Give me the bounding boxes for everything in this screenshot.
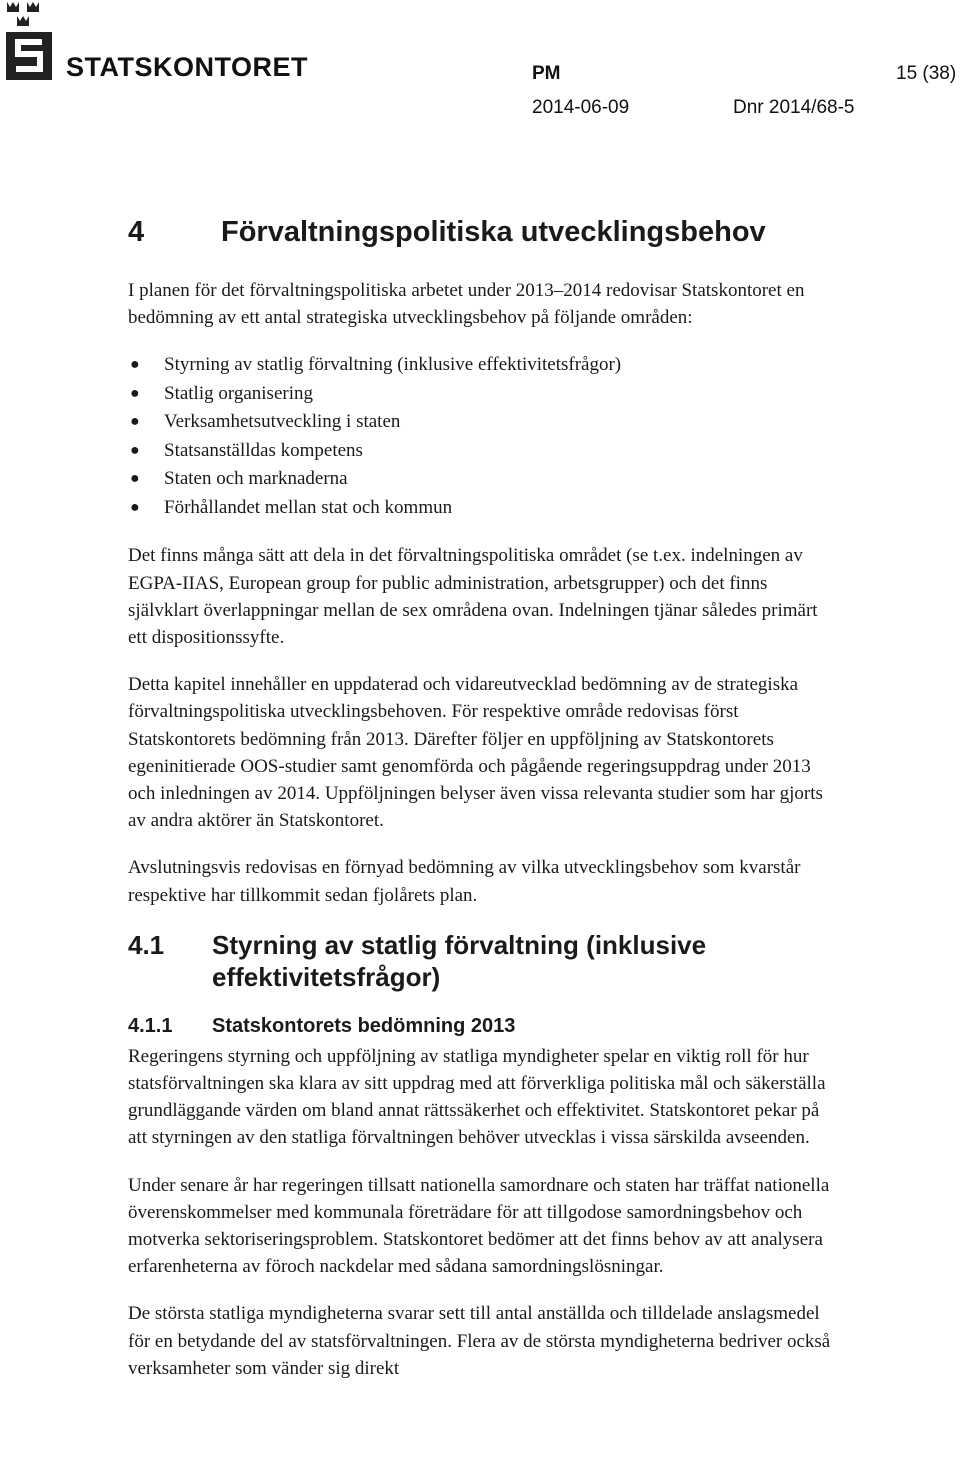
body-paragraph: Avslutningsvis redovisas en förnyad bedömning av vilka utvecklingsbehov som kvarstår respektive har tillkommit sedan fjolårets plan.	[128, 857, 801, 906]
subsection-heading	[128, 929, 840, 993]
body-paragraph: Under senare år har regeringen tillsatt nationella samordnare och staten har träffat nationella överenskommelser med kommunala företrädare för att tillgodose samordningsbehov och motverka sektoriseringsproblem. Statskontoret bedömer att det finns behov av att analysera erfarenheterna av föroch nackdelar med sådana samordningslösningar.	[128, 1174, 830, 1278]
body-paragraph: De största statliga myndigheterna svarar sett till antal anställda och tilldelade anslagsmedel för en betydande del av statsförvaltningen. Flera av de största myndigheterna bedriver också verksamheter som vänder sig direkt	[128, 1303, 831, 1379]
body-paragraph: Detta kapitel innehåller en uppdaterad och vidareutvecklad bedömning av de strategiska förvaltningspolitiska utvecklingsbehoven. För respektive område redovisas först Statskontorets bedömning från 2013. Därefter följer en uppföljning av Statskontorets egeninitierade OOS-studier samt genomförda och pågående regeringsuppdrag under 2013 och inledningen av 2014. Uppföljningen belyser även vissa relevanta studier som har gjorts av andra aktörer än Statskontoret.	[128, 674, 823, 832]
org-wordmark: STATSKONTORET	[66, 52, 308, 82]
bullet-icon: ●	[130, 384, 140, 402]
document-body	[128, 212, 840, 1402]
bullet-icon: ●	[130, 498, 140, 516]
subsubsection-heading	[128, 1013, 840, 1040]
bullet-icon: ●	[130, 441, 140, 459]
list-item: ● Statlig organisering	[128, 380, 840, 409]
list-item: ● Styrning av statlig förvaltning (inklusive effektivitetsfrågor)	[128, 351, 840, 380]
statskontoret-logo	[4, 2, 64, 84]
page-number: 15 (38)	[896, 63, 957, 84]
list-item: ● Verksamhetsutveckling i staten	[128, 408, 840, 437]
bullet-icon: ●	[130, 356, 140, 374]
subsection-number: 4.1	[128, 929, 165, 960]
body-paragraph: Det finns många sätt att dela in det förvaltningspolitiska området (se t.ex. indelningen av EGPA-IIAS, European group for public administration, arbetsgrupper) och det finns självklart överlappningar mellan de sex områdena ovan. Indelningen tjänar således primärt ett dispositionssyfte.	[128, 545, 818, 649]
list-item: ● Staten och marknaderna	[128, 465, 840, 494]
subsection-title: Styrning av statlig förvaltning (inklusive effektivitetsfrågor)	[212, 929, 707, 992]
document-date: 2014-06-09	[532, 97, 630, 118]
body-paragraph: Regeringens styrning och uppföljning av statliga myndigheter spelar en viktig roll för hur statsförvaltningen ska klara av sitt uppdrag med att förverkliga politiska mål och säkerställa grundläggande värden om bland annat rättssäkerhet och effektivitet. Statskontoret pekar på att styrningen av den statliga förvaltningen behöver utvecklas i vissa särskilda avseenden.	[128, 1045, 826, 1149]
subsubsection-number: 4.1.1	[128, 1014, 173, 1037]
subsubsection-title: Statskontorets bedömning 2013	[212, 1014, 516, 1037]
bullet-icon: ●	[130, 413, 140, 431]
section-title: Förvaltningspolitiska utvecklingsbehov	[221, 216, 766, 248]
document-reference: Dnr 2014/68-5	[733, 97, 855, 118]
list-item: ● Förhållandet mellan stat och kommun	[128, 494, 840, 523]
area-list	[128, 351, 840, 522]
intro-paragraph: I planen för det förvaltningspolitiska arbetet under 2013–2014 redovisar Statskontoret en bedömning av ett antal strategiska utvecklingsbehov på följande områden:	[128, 280, 805, 329]
section-number: 4	[128, 216, 145, 248]
list-item: ● Statsanställdas kompetens	[128, 437, 840, 466]
bullet-icon: ●	[130, 470, 140, 488]
document-type: PM	[532, 63, 561, 84]
section-heading	[128, 212, 840, 252]
